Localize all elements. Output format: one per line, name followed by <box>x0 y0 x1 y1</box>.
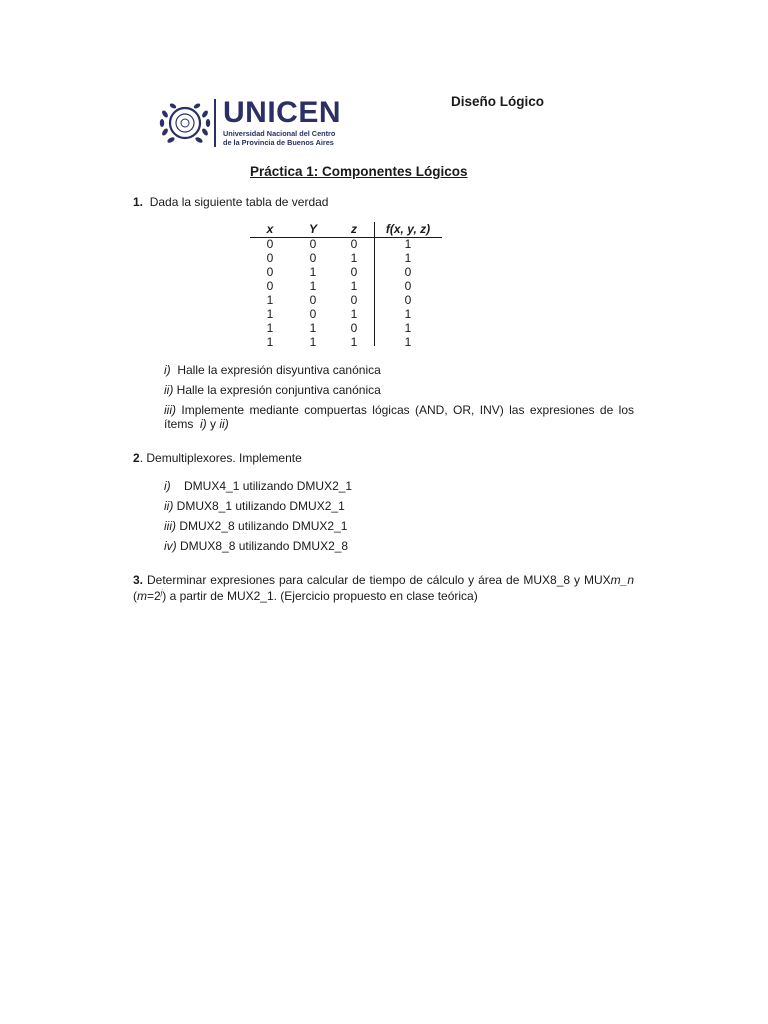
header-cell: x <box>266 222 274 236</box>
table-row <box>250 251 442 265</box>
item-ref: ii) <box>219 417 229 431</box>
table-cell: 1 <box>309 265 317 279</box>
item-text: DMUX8_1 utilizando DMUX2_1 <box>176 499 345 513</box>
item-number: i) <box>164 363 171 377</box>
item-number: ii) <box>164 383 174 397</box>
university-seal-logo <box>157 98 213 150</box>
item-text: y <box>210 417 217 431</box>
item-number: ii) <box>164 499 174 513</box>
truth-table-header <box>250 222 442 236</box>
question-number: 1. <box>133 195 144 209</box>
table-cell: 0 <box>266 237 274 251</box>
question-text: ) a partir de MUX2_1. (Ejercicio propuesto en clase teórica) <box>162 589 478 603</box>
item-ref: i) <box>200 417 207 431</box>
logo-subtitle <box>223 130 335 147</box>
table-cell: 0 <box>309 237 317 251</box>
question-3 <box>133 573 634 603</box>
item-number: iv) <box>164 539 177 553</box>
item-text: Implemente mediante compuertas lógicas (AND, OR, INV) las expresiones de los ítems <box>164 403 634 431</box>
table-cell: 0 <box>266 251 274 265</box>
table-cell: 0 <box>350 237 358 251</box>
question-number: 2 <box>133 451 140 465</box>
table-cell: 0 <box>404 279 412 293</box>
question-text: Determinar expresiones para calcular de tiempo de cálculo y área de MUX8_8 y MUX <box>146 573 611 587</box>
item-number: iii) <box>164 519 176 533</box>
table-cell: 1 <box>404 251 412 265</box>
item-text: Halle la expresión conjuntiva canónica <box>176 383 381 397</box>
item-number: i) <box>164 479 171 493</box>
table-cell: 0 <box>309 251 317 265</box>
table-cell: 1 <box>350 251 358 265</box>
list-item <box>164 499 345 513</box>
item-number: iii) <box>164 403 176 417</box>
table-cell: 0 <box>309 293 317 307</box>
item-text: Halle la expresión disyuntiva canónica <box>177 363 381 377</box>
list-item <box>164 363 381 377</box>
table-row <box>250 279 442 293</box>
list-item <box>164 403 634 431</box>
logo-divider <box>214 99 216 147</box>
logo-name: UNICEN <box>223 96 342 129</box>
table-cell: 1 <box>266 335 274 349</box>
var-n: n <box>627 573 634 587</box>
table-cell: 1 <box>309 321 317 335</box>
table-row <box>250 335 442 349</box>
table-cell: 0 <box>309 307 317 321</box>
item-text: DMUX2_8 utilizando DMUX2_1 <box>179 519 348 533</box>
var-m: m <box>137 589 147 603</box>
question-1 <box>133 195 328 209</box>
header-cell: Y <box>308 222 317 236</box>
table-cell: 1 <box>309 335 317 349</box>
table-cell: 1 <box>309 279 317 293</box>
table-cell: 0 <box>404 293 412 307</box>
table-row <box>250 307 442 321</box>
table-row <box>250 265 442 279</box>
logo-subtitle-line: de la Provincia de Buenos Aires <box>223 137 334 147</box>
page-title: Práctica 1: Componentes Lógicos <box>250 164 468 179</box>
header-cell: z <box>351 222 357 236</box>
table-row <box>250 293 442 307</box>
table-cell: 1 <box>266 293 274 307</box>
table-cell: 1 <box>266 307 274 321</box>
var-sep: _ <box>620 573 628 587</box>
question-number: 3. <box>133 573 144 587</box>
item-text: DMUX4_1 utilizando DMUX2_1 <box>184 479 353 493</box>
table-cell: 0 <box>350 321 358 335</box>
list-item <box>164 539 348 553</box>
exponent: j <box>160 590 163 597</box>
list-item <box>164 479 352 493</box>
table-cell: 1 <box>350 279 358 293</box>
question-2 <box>133 451 302 465</box>
question-text: . Demultiplexores. Implemente <box>139 451 302 465</box>
header-cell: f(x, y, z) <box>385 222 431 236</box>
equation: =2 <box>147 589 161 603</box>
list-item <box>164 383 381 397</box>
table-cell: 0 <box>404 265 412 279</box>
table-row <box>250 321 442 335</box>
var-m: m <box>610 573 621 587</box>
logo-subtitle-line: Universidad Nacional del Centro <box>223 129 336 138</box>
table-cell: 1 <box>350 307 358 321</box>
table-cell: 1 <box>404 335 412 349</box>
question-text: Dada la siguiente tabla de verdad <box>149 195 329 209</box>
course-name: Diseño Lógico <box>451 94 545 109</box>
item-text: DMUX8_8 utilizando DMUX2_8 <box>180 539 349 553</box>
table-cell: 1 <box>404 307 412 321</box>
table-cell: 0 <box>350 265 358 279</box>
list-item <box>164 519 347 533</box>
table-cell: 0 <box>350 293 358 307</box>
table-cell: 0 <box>266 279 274 293</box>
table-cell: 1 <box>266 321 274 335</box>
table-cell: 0 <box>266 265 274 279</box>
table-cell: 1 <box>404 237 412 251</box>
open-paren: ( <box>133 589 137 603</box>
table-cell: 1 <box>350 335 358 349</box>
table-cell: 1 <box>404 321 412 335</box>
table-row <box>250 237 442 251</box>
